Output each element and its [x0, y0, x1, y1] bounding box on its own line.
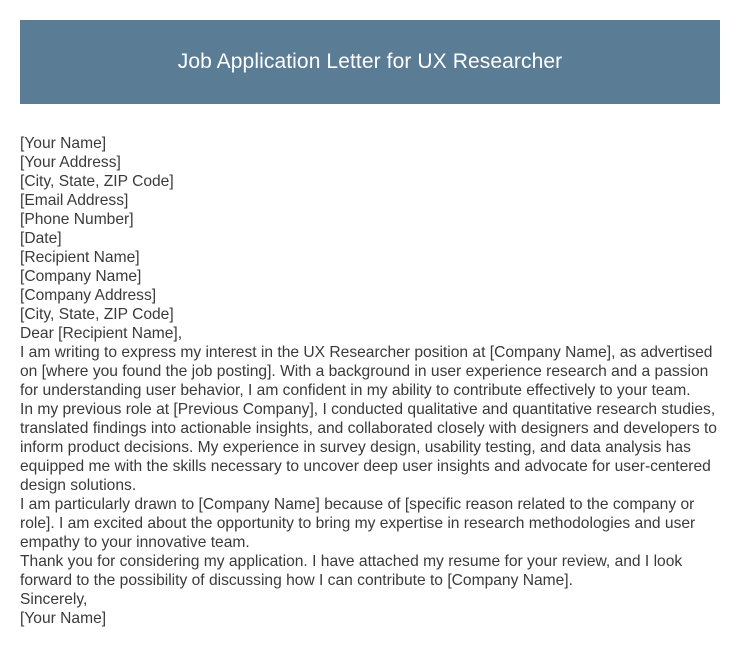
sender-address: [Your Address]: [20, 154, 121, 171]
signature: [Your Name]: [20, 610, 107, 627]
paragraph-closing: Thank you for considering my application. I have attached my resume for your review, and I look forward to the possibility of discussing how I can contribute to [Company Name].: [20, 553, 683, 589]
sender-phone: [Phone Number]: [20, 211, 134, 228]
sender-name: [Your Name]: [20, 135, 107, 152]
page-title: Job Application Letter for UX Researcher: [177, 50, 563, 73]
paragraph-motivation: I am particularly drawn to [Company Name] because of [specific reason related to the company or role]. I am excited about the opportunity to bring my expertise in research methodologies and user empathy to your innovative team.: [20, 496, 696, 551]
letter-body: [20, 134, 722, 628]
recipient-company: [Company Name]: [20, 268, 142, 285]
recipient-name: [Recipient Name]: [20, 249, 140, 266]
closing: Sincerely,: [20, 591, 88, 608]
paragraph-experience: In my previous role at [Previous Company], I conducted qualitative and quantitative research studies, translated findings into actionable insights, and collaborated closely with designers and developers to inform product decisions. My experience in survey design, usability testing, and data analysis has equipped me with the skills necessary to uncover deep user insights and advocate for user-centered design solutions.: [20, 401, 717, 494]
recipient-company-address: [Company Address]: [20, 287, 157, 304]
sender-city-state-zip: [City, State, ZIP Code]: [20, 173, 174, 190]
title-banner: [20, 20, 720, 104]
salutation: Dear [Recipient Name],: [20, 325, 183, 342]
recipient-city-state-zip: [City, State, ZIP Code]: [20, 306, 174, 323]
sender-email: [Email Address]: [20, 192, 129, 209]
letter-date: [Date]: [20, 230, 62, 247]
paragraph-intro: I am writing to express my interest in the UX Researcher position at [Company Name], as advertised on [where you found the job posting]. With a background in user experience research and a passion for understanding user behavior, I am confident in my ability to contribute effectively to your team.: [20, 344, 713, 399]
